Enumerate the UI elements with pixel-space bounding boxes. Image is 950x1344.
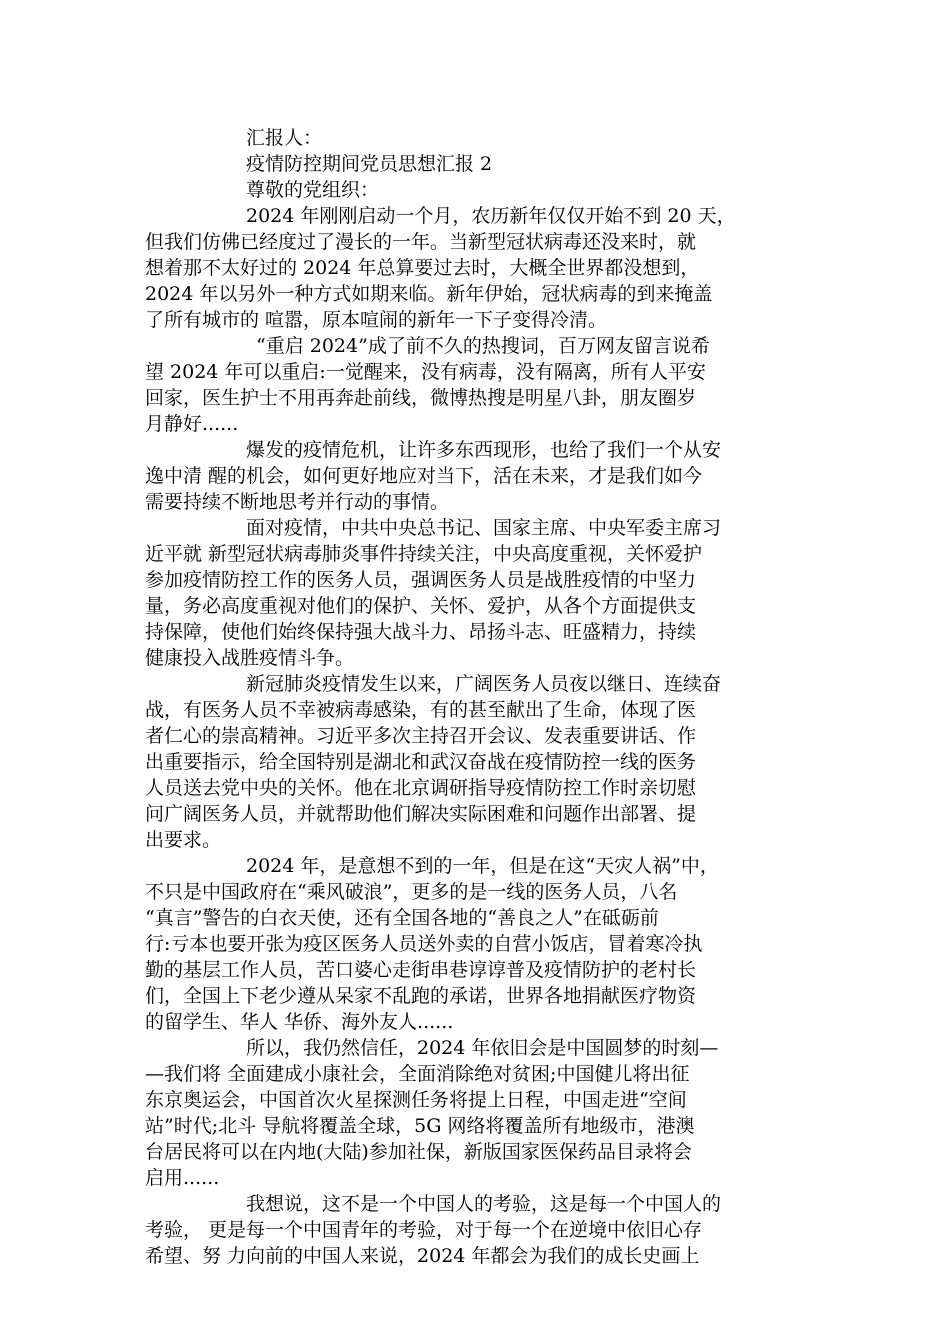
paragraph-line: 问广阔医务人员，并就帮助他们解决实际困难和问题作出部署、提 bbox=[145, 803, 697, 825]
paragraph-line: 的留学生、华人 华侨、海外友人...... bbox=[145, 1011, 454, 1033]
paragraph-line: 参加疫情防控工作的医务人员，强调医务人员是战胜疫情的中坚力 bbox=[145, 569, 697, 591]
paragraph-line: 2024 年刚刚启动一个月，农历新年仅仅开始不到 20 天， bbox=[246, 205, 736, 227]
paragraph-line: 所以，我仍然信任，2024 年依旧会是中国圆梦的时刻— bbox=[246, 1037, 719, 1059]
paragraph-line: 面对疫情，中共中央总书记、国家主席、中央军委主席习 bbox=[246, 517, 722, 539]
paragraph-line: 近平就 新型冠状病毒肺炎事件持续关注，中央高度重视，关怀爱护 bbox=[145, 543, 703, 565]
paragraph-line: 启用...... bbox=[145, 1167, 220, 1189]
paragraph-line: 2024 年以另外一种方式如期来临。新年伊始，冠状病毒的到来掩盖 bbox=[145, 283, 713, 305]
paragraph-line: 战，有医务人员不幸被病毒感染，有的甚至献出了生命，体现了医 bbox=[145, 699, 697, 721]
paragraph-line: “重启 2024”成了前不久的热搜词，百万网友留言说希 bbox=[256, 335, 710, 357]
paragraph-line: 考验， 更是每一个中国青年的考验，对于每一个在逆境中依旧心存 bbox=[145, 1219, 703, 1241]
paragraph-line: 量，务必高度重视对他们的保护、关怀、爱护，从各个方面提供支 bbox=[145, 595, 697, 617]
paragraph-line: 台居民将可以在内地(大陆)参加社保，新版国家医保药品目录将会 bbox=[145, 1141, 692, 1163]
paragraph-line: 行:亏本也要开张为疫区医务人员送外卖的自营小饭店，冒着寒冷执 bbox=[145, 933, 703, 955]
paragraph-line: 出重要指示，给全国特别是湖北和武汉奋战在疫情防控一线的医务 bbox=[145, 751, 697, 773]
paragraph-line: —我们将 全面建成小康社会，全面消除绝对贫困;中国健儿将出征 bbox=[145, 1063, 690, 1085]
paragraph-line: 但我们仿佛已经度过了漫长的一年。当新型冠状病毒还没来时，就 bbox=[145, 231, 697, 253]
paragraph-line: 月静好...... bbox=[145, 413, 239, 435]
paragraph-line: 出要求。 bbox=[145, 829, 222, 851]
paragraph-line: 健康投入战胜疫情斗争。 bbox=[145, 647, 355, 669]
salutation: 尊敬的党组织： bbox=[246, 179, 380, 201]
paragraph-line: 不只是中国政府在“乘风破浪”，更多的是一线的医务人员，八名 bbox=[145, 881, 678, 903]
paragraph-line: 我想说，这不是一个中国人的考验，这是每一个中国人的 bbox=[246, 1193, 722, 1215]
paragraph-line: 想着那不太好过的 2024 年总算要过去时，大概全世界都没想到， bbox=[145, 257, 700, 279]
paragraph-line: 需要持续不断地思考并行动的事情。 bbox=[145, 491, 450, 513]
paragraph-line: 者仁心的崇高精神。习近平多次主持召开会议、发表重要讲话、作 bbox=[145, 725, 697, 747]
paragraph-line: 新冠肺炎疫情发生以来，广阔医务人员夜以继日、连续奋 bbox=[246, 673, 722, 695]
paragraph-line: 站”时代;北斗 导航将覆盖全球，5G 网络将覆盖所有地级市，港澳 bbox=[145, 1115, 695, 1137]
paragraph-line: 人员送去党中央的关怀。他在北京调研指导疫情防控工作时亲切慰 bbox=[145, 777, 697, 799]
paragraph-line: 了所有城市的 喧嚣，原本喧闹的新年一下子变得冷清。 bbox=[145, 309, 608, 331]
document-title: 疫情防控期间党员思想汇报 2 bbox=[246, 153, 493, 175]
paragraph-line: “真言”警告的白衣天使，还有全国各地的“善良之人”在砥砺前 bbox=[145, 907, 659, 929]
paragraph-line: 回家，医生护士不用再奔赴前线，微博热搜是明星八卦，朋友圈岁 bbox=[145, 387, 697, 409]
paragraph-line: 望 2024 年可以重启:一觉醒来，没有病毒，没有隔离，所有人平安 bbox=[145, 361, 706, 383]
paragraph-line: 持保障，使他们始终保持强大战斗力、昂扬斗志、旺盛精力，持续 bbox=[145, 621, 697, 643]
paragraph-line: 爆发的疫情危机，让许多东西现形，也给了我们一个从安 bbox=[246, 439, 722, 461]
paragraph-line: 2024 年，是意想不到的一年，但是在这“天灾人祸”中， bbox=[246, 855, 719, 877]
paragraph-line: 逸中清 醒的机会，如何更好地应对当下，活在未来，才是我们如今 bbox=[145, 465, 703, 487]
paragraph-line: 希望、努 力向前的中国人来说，2024 年都会为我们的成长史画上 bbox=[145, 1245, 700, 1267]
paragraph-line: 们，全国上下老少遵从呆家不乱跑的承诺，世界各地捐献医疗物资 bbox=[145, 985, 697, 1007]
paragraph-line: 东京奥运会，中国首次火星探测任务将提上日程，中国走进“空间 bbox=[145, 1089, 687, 1111]
paragraph-line: 勤的基层工作人员，苦口婆心走街串巷谆谆普及疫情防护的老村长 bbox=[145, 959, 697, 981]
reporter-label: 汇报人： bbox=[246, 127, 323, 149]
